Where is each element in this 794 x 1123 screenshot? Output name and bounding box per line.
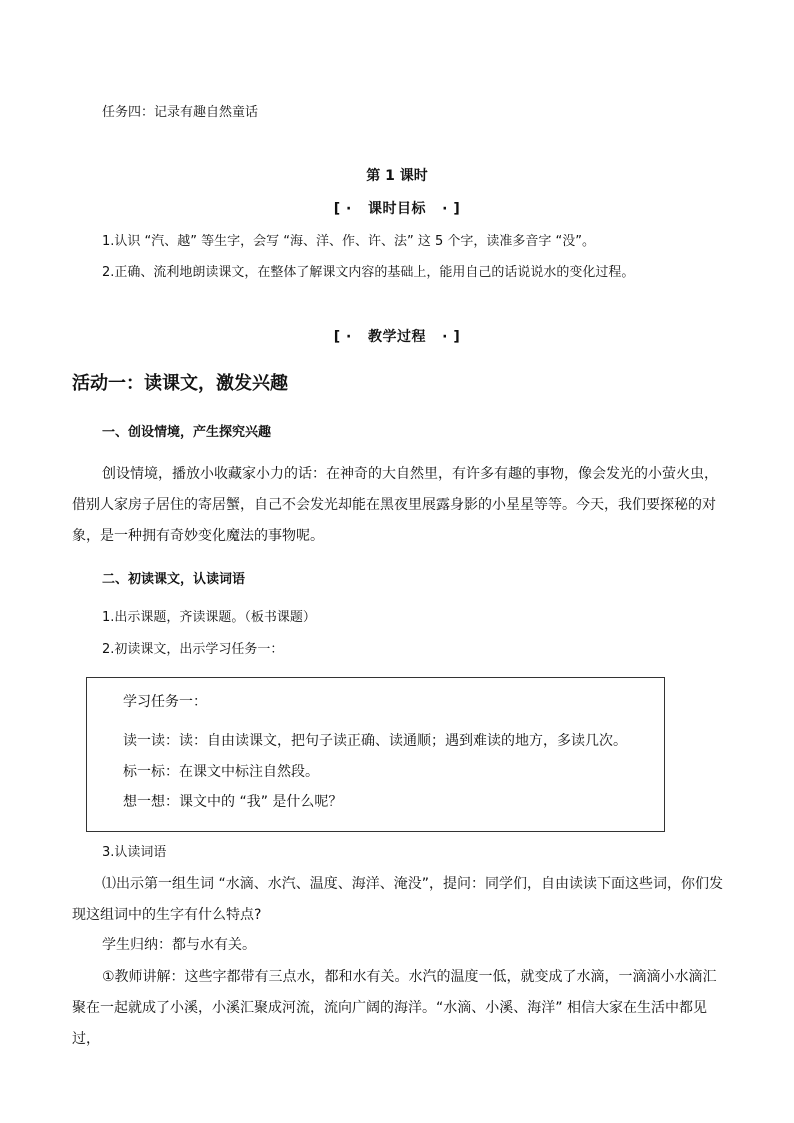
bracket-open: [ (333, 329, 341, 345)
bullet-dot: · (442, 329, 448, 345)
bracket-close: ] (453, 329, 461, 345)
objectives-title: 课时目标 (368, 201, 426, 217)
learning-task-box (86, 677, 665, 832)
process-title: 教学过程 (368, 329, 426, 345)
lesson-title: 第 1 课时 (366, 168, 428, 184)
task-box-mark: 标一标：在课文中标注自然段。 (123, 764, 319, 780)
paragraph-teacher-explain: ①教师讲解：这些字都带有三点水，都和水有关。水汽的温度一低，就变成了水滴，一滴滴小水滴汇聚在一起就成了小溪，小溪汇聚成河流，流向广阔的海洋。“水滴、小溪、海洋” 相信大家在生活中都见过， (72, 969, 717, 1047)
task-box-title: 学习任务一： (123, 694, 207, 710)
task-box-read: 读一读：读：自由读课文，把句子读正确、读通顺；遇到难读的地方，多读几次。 (123, 733, 627, 749)
bullet-dot: · (346, 201, 352, 217)
bullet-dot: · (442, 201, 448, 217)
bullet-dot: · (346, 329, 352, 345)
activity-title: 活动一：读课文，激发兴趣 (72, 373, 288, 394)
bracket-open: [ (333, 201, 341, 217)
objective-item-2: 2.正确、流利地朗读课文，在整体了解课文内容的基础上，能用自己的话说说水的变化过程。 (102, 265, 635, 280)
step-1: 1.出示课题，齐读课题。（板书课题） (102, 610, 316, 625)
subheading-1: 一、创设情境，产生探究兴趣 (102, 425, 272, 440)
task-four-line: 任务四：记录有趣自然童话 (102, 105, 259, 120)
student-summary: 学生归纳：都与水有关。 (102, 937, 256, 953)
bracket-close: ] (453, 201, 461, 217)
step-2: 2.初读课文，出示学习任务一： (102, 642, 284, 657)
step-3: 3.认读词语 (102, 845, 167, 860)
task-box-think: 想一想：课文中的 “我” 是什么呢？ (123, 794, 343, 810)
paragraph-scenario: 创设情境，播放小收藏家小力的话：在神奇的大自然里，有许多有趣的事物，像会发光的小萤火虫，借别人家房子居住的寄居蟹，自己不会发光却能在黑夜里展露身影的小星星等等。今天，我们要探秘的对象，是一种拥有奇妙变化魔法的事物呢。 (72, 466, 718, 544)
objective-item-1: 1.认识 “汽、越” 等生字，会写 “海、洋、作、许、法” 这 5 个字，读准多音字 “没”。 (102, 234, 596, 249)
paragraph-word-group: ⑴出示第一组生词 “水滴、水汽、温度、海洋、淹没”，提问：同学们，自由读读下面这些词，你们发现这组词中的生字有什么特点? (72, 876, 723, 923)
objectives-header (0, 198, 794, 218)
process-header (0, 326, 794, 346)
subheading-2: 二、初读课文，认读词语 (102, 572, 246, 587)
